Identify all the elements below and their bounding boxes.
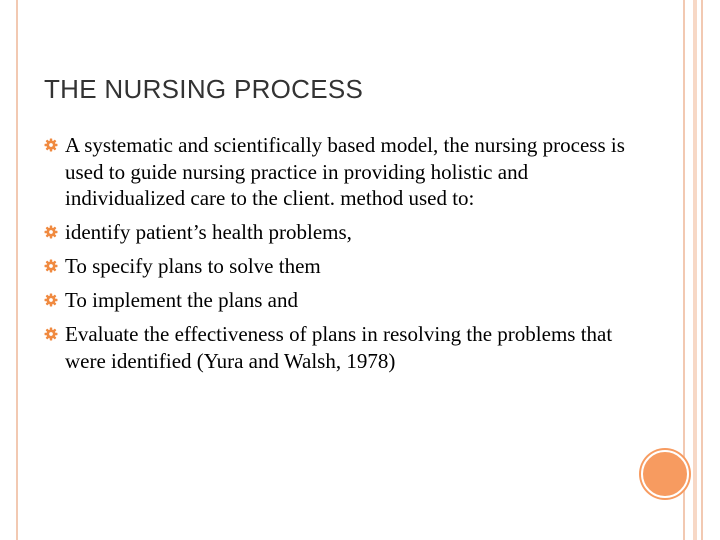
bullet-item (44, 287, 644, 314)
bullet-text: Evaluate the effectiveness of plans in resolving the problems that were identified (Yura and Walsh, 1978) (65, 322, 613, 373)
gear-icon (44, 327, 58, 341)
bullet-list (44, 132, 644, 382)
bullet-text: To implement the plans and (65, 288, 298, 312)
bullet-item (44, 253, 644, 280)
bullet-item (44, 219, 644, 246)
slide-title: THE NURSING PROCESS (44, 74, 364, 104)
bullet-text: To specify plans to solve them (65, 254, 321, 278)
gear-icon (44, 225, 58, 239)
bullet-item (44, 132, 644, 212)
gear-icon (44, 259, 58, 273)
bullet-text: identify patient’s health problems, (65, 220, 352, 244)
frame-line-left (16, 0, 18, 540)
frame-line-right (693, 0, 697, 540)
bullet-item (44, 321, 644, 374)
gear-icon (44, 138, 58, 152)
decorative-circle (641, 450, 689, 498)
bullet-text: A systematic and scientifically based model, the nursing process is used to guide nursing practice in providing holistic and individualized care to the client. method used to: (65, 133, 625, 210)
frame-line-right (701, 0, 703, 540)
gear-icon (44, 293, 58, 307)
